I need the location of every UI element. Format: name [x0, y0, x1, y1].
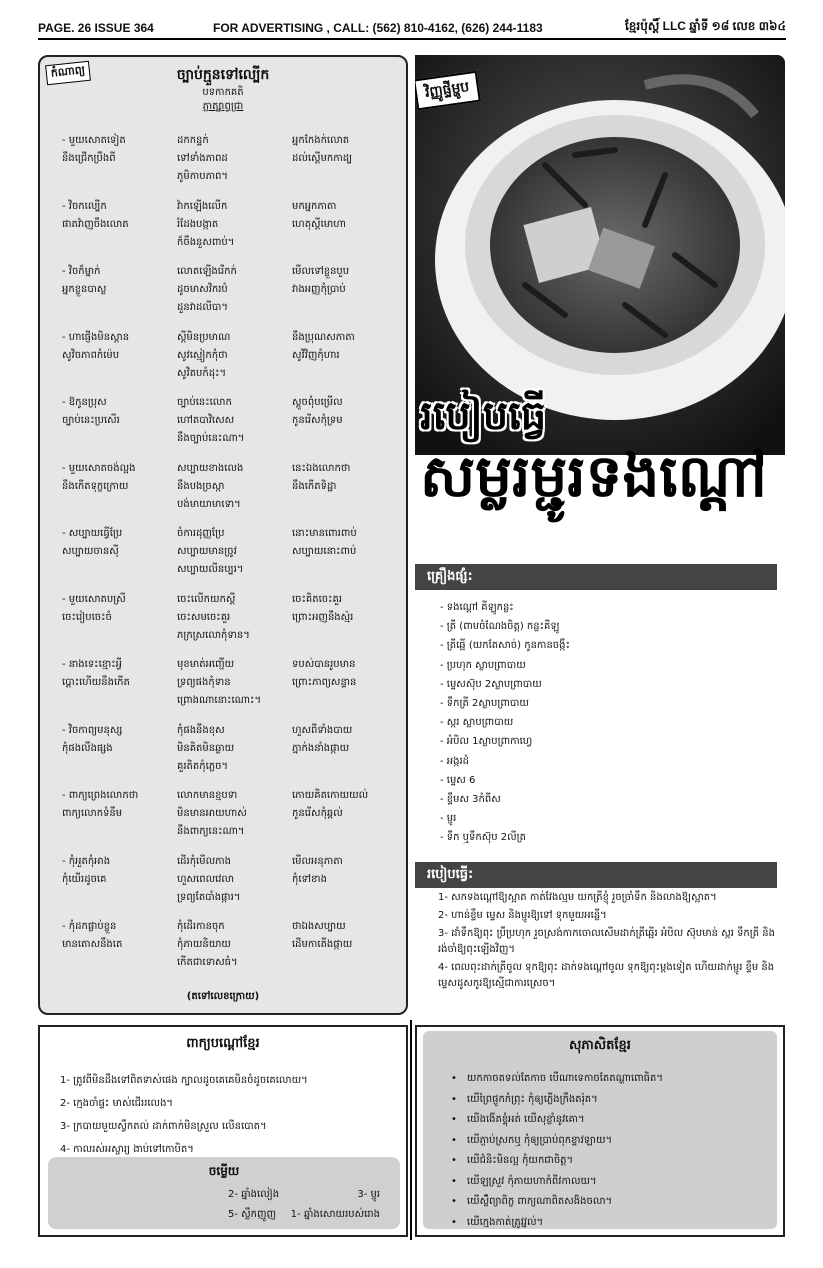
poem-line: - ពាក្យព្រេងលោកថា	[62, 790, 139, 801]
method-step: 1- សកទងណ្ដៅឱ្យស្អាត កាត់វែងល្មម យកត្រីខ្ញុំ រួចច្រាំទឹក និងលាងឱ្យស្អាត។	[438, 892, 717, 903]
poem-line: សប្បាយមានច្រូវ	[177, 546, 237, 557]
poem-line: ដូចមាសវិករបំ	[177, 284, 228, 295]
riddle-box	[38, 1025, 408, 1237]
poem-line: មុខមាត់អញ្ជើយ	[177, 659, 235, 670]
poem-line: ភោយគិតកោយយល់	[292, 790, 369, 801]
stanza-column	[292, 722, 352, 758]
poem-line: - នាងទេះខ្មោះអ្វី	[62, 659, 123, 670]
poem-line: ទ្រព្យផងកុំទាន	[177, 677, 231, 688]
stanza-column	[177, 591, 250, 645]
riddle-question: 2- ក្មេងចាំផ្ទះ មាស់ជើររលេង។	[60, 1098, 174, 1109]
ingredient-item: - ទឹក ឬទឹកស៊ុប 2លីត្រ	[440, 832, 526, 844]
riddle-questions	[60, 1069, 308, 1161]
stanza-column	[292, 460, 350, 496]
stanza-column	[292, 263, 349, 299]
poem-line: នឹងបងច្រស្កា	[177, 480, 225, 492]
poem-line: សូវិតបកំដុះ។	[177, 367, 227, 379]
poem-line: ទបស់បានរូបមាន	[292, 659, 356, 670]
poem-line: នឹងច្បាប់នេះណា។	[177, 433, 245, 444]
method-steps	[438, 890, 778, 994]
recipe-title-line1: របៀបធ្វើ	[420, 393, 547, 439]
poem-line: ព្រោះអញនឹងស្ម៉រ	[292, 611, 354, 623]
ingredient-item: - ត្រីឆ្អើ (យកតែសាច់) កូនកានចង្កឹះ	[440, 640, 570, 652]
proverb-item: • យើស្លឹំព្យាពិក្ខ ពាក្យណាពិតសងិងចលា។	[451, 1192, 663, 1213]
poem-line: - វិចកល្បើក	[62, 200, 107, 212]
stanza-column	[62, 525, 122, 561]
poem-line: កុំទៅខាង	[292, 873, 327, 885]
poem-line: - សប្បាយធ្វើប្រែ	[62, 528, 123, 539]
poem-line: នឹងកើតទុក្ខក្រោយ	[62, 480, 129, 492]
stanza-column	[177, 263, 237, 317]
poem-line: ផាតវ៉ាញចឹងលោត	[62, 218, 129, 230]
photo-label: វិញ្ញូផ្ទីម្ហូប	[415, 71, 481, 111]
ingredient-item: - ស្ករ ស្លាបព្រាបាយ	[440, 717, 514, 729]
stanza-column	[292, 591, 353, 627]
stanza-column	[62, 394, 120, 430]
ingredient-item: - ម្ជូរ	[440, 813, 457, 825]
poem-title: ច្បាប់ក្មួនទៅល្បើក	[176, 67, 270, 83]
poem-line: នេះឯងលោកថា	[292, 462, 351, 474]
poem-line: នឹងពាក្យនេះណា។	[177, 826, 245, 837]
poem-line: - វិចកាព្យមនុស្ស	[62, 724, 123, 736]
stanza-column	[62, 460, 135, 496]
stanza-column	[177, 656, 261, 710]
stanza-column	[292, 918, 352, 954]
poem-line: សូវស្មៀកកុំថា	[177, 349, 228, 361]
poem-author: ភ្លាត្ស្កាព្វជ្រា	[202, 101, 244, 112]
answers-heading: ចម្លើយ	[208, 1164, 240, 1178]
proverbs-heading: សុភាសិតខ្មែរ	[569, 1038, 631, 1053]
ingredient-item: - ទឹកត្រី 2ស្លាបព្រាបាយ	[440, 698, 529, 710]
poem-line: ភក្រស្រលោកុំទាន។	[177, 629, 250, 641]
poem-line: ទ្រព្យតែបាំងផ្ការ។	[177, 891, 241, 903]
proverbs-list	[451, 1069, 663, 1233]
stanza-column	[62, 329, 129, 365]
poem-line: រំដែងបង្កាត	[177, 218, 219, 230]
stanza-column	[292, 853, 343, 889]
stanza-column	[292, 132, 352, 168]
answer-item: 1- ឆ្នាំងសោយរបស់រោង	[290, 1209, 380, 1220]
proverb-item: • យើងងើតខ្ទុំអត់ យើសុខ្លាំនូវគោ។	[451, 1110, 663, 1131]
stanza-column	[177, 132, 228, 186]
stanza-column	[292, 329, 355, 365]
stanza-column	[62, 591, 126, 627]
poem-line: កុំយើរដូចគេ	[62, 873, 107, 885]
stanza-column	[177, 918, 238, 972]
poem-line: សូវិវិញកុំហារ	[292, 349, 340, 361]
answer-item: 3- ម្ជូរ	[357, 1189, 380, 1200]
ingredient-item: - ម្ទេសស៊ុប 2ស្លាបព្រាបាយ	[440, 678, 542, 690]
poem-panel	[38, 55, 408, 1015]
stanza-column	[62, 132, 126, 168]
poem-line: គួរតិតកុំភ្លេច។	[177, 760, 229, 772]
riddle-question: 1- ត្រូវពីមិនដឹងទៅពិតទាស់ផេង ក្បាលដូចគេគេមិនចំដូចគេលោយ។	[60, 1075, 308, 1086]
stanza-column	[292, 198, 346, 234]
poem-line: បង់មាយាមាទោ។	[177, 498, 241, 510]
poem-line: ហួសពេលវេលា	[177, 873, 235, 885]
poem-continued: (តទៅលេខក្រោយ)	[186, 991, 260, 1002]
stanza-column	[292, 787, 368, 823]
masthead: ខ្មែរប៉ុស្តិ៍ LLC ឆ្នាំទី ១៨ លេខ ៣៦៤	[625, 19, 786, 33]
advertising-line: FOR ADVERTISING , CALL: (562) 810-4162, (626) 244-1183	[213, 21, 543, 35]
poem-line: កុំភាយនិយាយ	[177, 939, 231, 950]
poem-line: - មួយសោតចង់ល្អង	[62, 462, 136, 474]
poem-line: កុំផងលឹងផ្សង	[62, 742, 113, 754]
poem-line: អ្នកខ្លួនបាស្ល	[62, 284, 107, 295]
stanza-column	[62, 722, 122, 758]
poem-line: កូនរើសកុំឆ្គល់	[292, 808, 343, 819]
poem-line: ថាឯងសប្បាយ	[292, 921, 346, 932]
poem-line: វាងអញ្ញកុំប្រាប់	[292, 284, 346, 295]
poem-line: មានតោសនឹងតេ	[62, 939, 123, 950]
poem-line: កុំដើរកានចុក	[177, 921, 225, 932]
poem-line: ពាក្យលោកទំនឹម	[62, 808, 123, 819]
proverb-item: • យើឡស្រួវ កុំភាយហាកំពីវកាលយ។	[451, 1172, 663, 1193]
poem-line: ប្តោះហើយនឹងកើត	[62, 677, 130, 688]
riddle-question: 3- ក្របាយមួយស្វឹកតល់ ដាក់ពាក់មិនស្រួល លើនបោត។	[60, 1121, 267, 1132]
ingredients-heading: គ្រឿងផ្សំ:	[415, 564, 777, 590]
stanza-column	[177, 525, 243, 579]
poem-line: សប្បាយនោះពាប់	[292, 546, 357, 557]
poem-line: នឹងជ្រើកប្រឹងពី	[62, 153, 116, 164]
poem-line: នឹងប្រុណសភាតា	[292, 331, 355, 343]
poem-line: មកអ្នកភាតា	[292, 200, 337, 212]
poem-line: ចេះគិតចេះគួរ	[292, 593, 343, 605]
method-step: 2- ហាន់ខ្ទឹម ម្ទេស និងម្ជូរឱ្យទៅ ទុកមួយអន្លើ។	[438, 910, 607, 921]
ingredients-list	[440, 598, 570, 848]
poem-line: - ឱកូនប្រុស	[62, 397, 107, 408]
poem-line: មើលទៅខ្លួនបួប	[292, 266, 350, 277]
page-issue: PAGE. 26 ISSUE 364	[38, 21, 154, 35]
poem-line: - មួយសោតទៀត	[62, 135, 126, 146]
proverb-item: • យើព្រៃផ្ញូកកំព្រុះ កុំឲ្យភ្លើងក្រឹងតរ៉ុត។	[451, 1090, 663, 1111]
poem-line: - កុំដកផ្លាប់ខ្លួន	[62, 921, 117, 932]
poem-line: សូវិចភាពកំម៉េប	[62, 349, 120, 361]
recipe-title-line2: សម្លរម្ជូរទងណ្ដៅ	[420, 442, 767, 510]
poem-line: - ហាផ្ញើងមិនស្តាន	[62, 331, 130, 343]
ingredient-item: - ត្រី (ពាមចំណែងចិត្ត) កន្លះគីឡូ	[440, 621, 560, 633]
poem-line: ច្បាប់នេះលោក	[177, 397, 232, 408]
poem-line: ចេះរៀបចេះចំ	[62, 611, 112, 623]
page-header	[38, 18, 786, 40]
poem-line: កើតជាទោសធំ។	[177, 957, 238, 968]
column-divider	[410, 1020, 412, 1240]
stanza-column	[62, 787, 138, 823]
poem-line: ហួសពីទាំងបាយ	[292, 724, 353, 736]
poem-line: នោះមានពោរពាប់	[292, 528, 357, 539]
answer-item: 2- ឆ្នាំងលៀង	[228, 1189, 280, 1200]
poem-line: កុំផងនឹងខុស	[177, 724, 225, 736]
stanza-column	[62, 853, 110, 889]
stanza-column	[62, 198, 129, 234]
poem-line: ចេះសមចេះគួរ	[177, 611, 231, 623]
stanza-column	[177, 853, 240, 907]
proverb-item: • យើក្មេងកាត់ត្រូវវ្នល់។	[451, 1213, 663, 1234]
ingredient-item: - ម្ទេស 6	[440, 774, 476, 786]
poem-line: មិនគិតមិនឆ្ងាយ	[177, 742, 235, 754]
poem-line: ដកកន្ទក់	[177, 135, 209, 146]
stanza-column	[177, 394, 244, 448]
poem-line: ភ្នាក់ងនាំងផ្កាយ	[292, 742, 350, 754]
stanza-column	[177, 460, 243, 514]
poem-line: ព្រោងណានោះណោះ។	[177, 695, 262, 706]
proverb-item: • យើភ្ញាប់ស្រកឬ កុំឲ្យប្រាប់ពុកខ្ទាវឡាយ។	[451, 1131, 663, 1152]
poem-line: ដួនវាដលីបា។	[177, 302, 229, 313]
poem-line: ភូមិកាបភាព។	[177, 171, 229, 182]
poem-line: សប្បាយលីនប្បរ។	[177, 564, 244, 575]
poem-line: មើលអនុភាតា	[292, 855, 343, 867]
poem-line: ហៅតបាវិសេស	[177, 415, 235, 426]
stanza-column	[177, 787, 247, 841]
poem-meter: បទកាកគតិ	[202, 87, 244, 98]
poem-line: ព្រោះភាព្យសន្ទាន	[292, 677, 357, 688]
proverb-item: • យកកាចតទល់តែកាច បើណាទេកាចតែតណ្ហាពោធិត។	[451, 1069, 663, 1090]
ingredient-item: - អំបិល 1ស្លាបព្រាកាហ្វេ	[440, 736, 533, 748]
poem-line: - កុំអួតកុំអាង	[62, 855, 111, 867]
poem-line: ហេតុស្ដីមោហា	[292, 218, 346, 230]
poem-line: ក៏ចឹងនួសពាប់។	[177, 236, 235, 248]
poem-line: ដើមកាតើងផ្កាយ	[292, 939, 353, 950]
answers-box	[48, 1157, 400, 1229]
stanza-column	[177, 329, 230, 383]
stanza-column	[292, 656, 356, 692]
answer-item: 5- ស្លឹកញូញ	[228, 1209, 277, 1220]
poem-line: កូនរើសកុំទ្រម	[292, 415, 343, 426]
ingredient-item: - ប្រហុក ស្លាបព្រាបាយ	[440, 659, 526, 671]
proverbs-box	[415, 1025, 785, 1237]
poem-line: សប្បាយចានសុី	[62, 546, 119, 557]
poem-line: លោតឡើងរើកក់	[177, 266, 237, 277]
poem-line: ទៅទាំងភាពដ	[177, 153, 228, 164]
ingredient-item: - អង្ករដំ	[440, 755, 470, 767]
poem-line: ដល់ស្ដើមកកាដ្ប	[292, 153, 353, 164]
ingredient-item: - ខ្ទឹមស 3កំពីស	[440, 794, 501, 806]
riddle-question: 4- កាលរស់អស្ចារ្យ ងាប់ទៅកោបិត។	[60, 1144, 194, 1155]
poem-line: - មួយសោតបស្រី	[62, 593, 126, 605]
poem-line: ស្ដួចពុំបម្រើល	[292, 397, 343, 408]
poem-line: ចំការដុញ្ញប្រែ	[177, 528, 225, 539]
stanza-column	[292, 394, 343, 430]
poem-line: សប្បាយខាងលេង	[177, 462, 244, 474]
poem-line: ច្បាប់នេះប្រសើរ	[62, 415, 120, 426]
poem-line: លោកមានខ្មបទា	[177, 790, 238, 801]
stanza-column	[177, 198, 234, 252]
method-step: 4- ពេលពុះដាក់ត្រីចូល ទុកឱ្យពុះ ដាក់ទងណ្ដៅចូល ទុកឱ្យពុះម្ដងទៀត ហើយដាក់ម្ជូរ ខ្ទឹម និងម្ទេសដូសកូរឱ្យស្មើជាការស្រេច។	[438, 962, 775, 989]
poem-line: ដើរកុំមើលភាង	[177, 855, 231, 867]
poem-line: ស្ដីមិនប្រមាណ	[177, 331, 231, 343]
stanza-column	[62, 918, 122, 954]
method-step: 3- ដាំទឹកឱ្យពុះ ប្រឹប្រហុក រួចស្រង់កាកចោលសើមដាក់ត្រីឆ្អើរ អំបិល ស៊ុបមាន់ ស្ករ ទឹកត្រី និងរង់ចាំឱ្យពុះឡើងវិញ។	[438, 928, 775, 955]
poem-tag: កំណាព្យ	[45, 61, 91, 86]
poem-line: នឹងកើតទិដ្ឋា	[292, 480, 337, 492]
stanza-column	[292, 525, 357, 561]
poem-line: ចេះលើកយកស្ដី	[177, 593, 236, 605]
ingredient-item: - ទងណ្ដៅ គីឡូកន្លះ	[440, 602, 514, 613]
poem-line: មិនមានអាយហាស់	[177, 808, 247, 819]
stanza-column	[62, 656, 130, 692]
poem-line: អ្នកកែងក់លោត	[292, 135, 350, 146]
proverb-item: • យើជំនិះមិនល្អ កុំយកជាចិត្ត។	[451, 1151, 663, 1172]
riddle-heading: ពាក្យបណ្ដៅខ្មែរ	[186, 1036, 260, 1051]
poem-line: - វិចក៏ម្នាក់	[62, 266, 101, 277]
method-heading: របៀបធ្វើ:	[415, 862, 777, 888]
poem-line: វ៉ាកឡើងលើក	[177, 200, 228, 212]
stanza-column	[177, 722, 234, 776]
stanza-column	[62, 263, 106, 299]
